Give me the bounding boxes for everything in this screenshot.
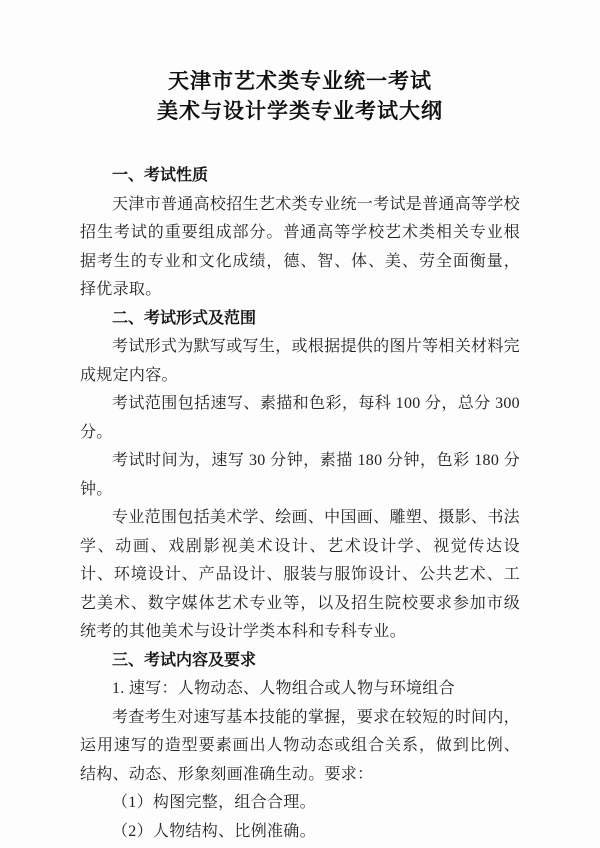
requirement-item-2: （2）人物结构、比例准确。 xyxy=(112,822,316,840)
list-item-sketch: 1. 速写：人物动态、人物组合或人物与环境组合 xyxy=(112,680,455,697)
paragraph: 考试形式为默写或写生，或根据提供的图片等相关材料完成规定内容。 xyxy=(80,338,520,384)
section-heading: 三、考试内容及要求 xyxy=(112,651,257,669)
paragraph: 考试范围包括速写、素描和色彩，每科 100 分，总分 300 分。 xyxy=(80,395,520,441)
paragraph: 专业范围包括美术学、绘画、中国画、雕塑、摄影、书法学、动画、戏剧影视美术设计、艺术设计学、视觉传达设计、环境设计、产品设计、服装与服饰设计、公共艺术、工艺美术、数字媒体艺术专业等，以及招生院校要求参加市级统考的其他美术与设计学类本科和专科专业。 xyxy=(80,509,520,640)
section-exam-form-scope xyxy=(80,305,520,647)
section-heading: 二、考试形式及范围 xyxy=(112,309,257,327)
paragraph: 天津市普通高校招生艺术类专业统一考试是普通高等学校招生考试的重要组成部分。普通高等学校艺术类相关专业根据考生的专业和文化成绩，德、智、体、美、劳全面衡量，择优录取。 xyxy=(80,195,520,298)
section-exam-content-requirements xyxy=(80,647,520,847)
document-title xyxy=(80,66,520,126)
section-exam-nature xyxy=(80,162,520,305)
document-title-line-2: 美术与设计学类专业考试大纲 xyxy=(157,99,443,123)
document-title-line-1: 天津市艺术类专业统一考试 xyxy=(168,69,432,93)
paragraph: 考试时间为，速写 30 分钟，素描 180 分钟，色彩 180 分钟。 xyxy=(80,452,520,498)
requirement-item-1: （1）构图完整，组合合理。 xyxy=(112,794,316,811)
paragraph: 考查考生对速写基本技能的掌握，要求在较短的时间内，运用速写的造型要素画出人物动态或组合关系，做到比例、结构、动态、形象刻画准确生动。要求： xyxy=(80,708,520,783)
section-heading: 一、考试性质 xyxy=(112,167,209,184)
